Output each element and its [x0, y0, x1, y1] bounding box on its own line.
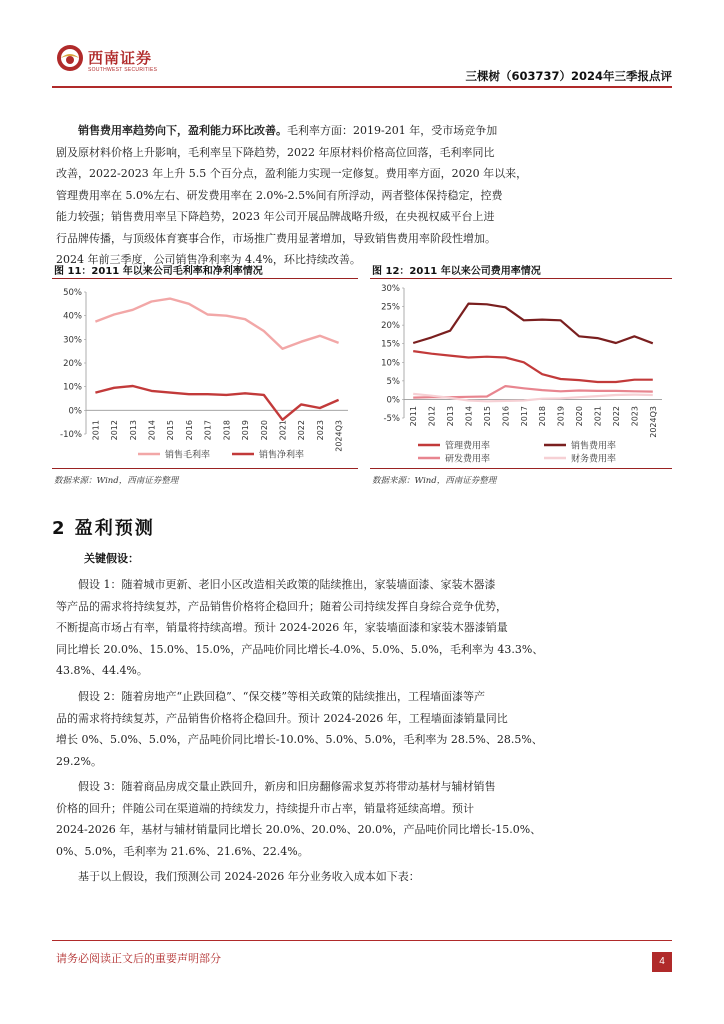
assumption2-line4: 29.2%。 — [56, 754, 102, 768]
assumption2-paragraph — [56, 686, 670, 772]
assumption1-line5: 43.8%、44.4%。 — [56, 664, 148, 677]
footer-disclaimer: 请务必阅读正文后的重要声明部分 — [56, 952, 221, 965]
fig12-xtick-label: 2011 — [409, 406, 419, 427]
company-logo — [56, 44, 166, 78]
header-divider — [52, 86, 672, 88]
fig11-xtick-label: 2017 — [203, 420, 213, 441]
fig12-legend-label: 销售费用率 — [571, 441, 617, 452]
fig12-xtick-label: 2012 — [427, 406, 437, 427]
assumption1-paragraph — [56, 574, 670, 682]
fig12-xtick-label: 2015 — [482, 406, 492, 427]
intro-line2: 剧及原材料价格上升影响，毛利率呈下降趋势，2022 年原材料价格高位回落，毛利率同比 — [56, 145, 495, 159]
fig12-series-line-1 — [413, 351, 653, 382]
figure12-top-rule — [370, 278, 672, 279]
fig11-legend-label: 销售毛利率 — [165, 450, 211, 461]
logo-cn-text: 西南证券 — [88, 49, 153, 67]
figure11-bottom-rule — [52, 468, 358, 469]
intro-line5: 能力较强；销售费用率呈下降趋势，2023 年公司开展品牌战略升级，在央视权威平台上进 — [56, 210, 495, 223]
figure11-source: 数据来源：Wind，西南证券整理 — [54, 476, 179, 486]
fig12-xtick-label: 2018 — [538, 406, 548, 427]
figure12-bottom-rule — [370, 468, 672, 469]
fig11-xtick-label: 2018 — [222, 420, 232, 441]
fig12-ytick-label: 25% — [381, 302, 400, 313]
fig11-series-line-1 — [95, 299, 338, 349]
intro-bold-lead: 销售费用率趋势向下，盈利能力环比改善。 — [78, 124, 287, 137]
fig12-legend-label: 研发费用率 — [445, 454, 491, 464]
figure11-top-rule — [52, 278, 358, 279]
page-number: 4 — [652, 952, 672, 972]
assumption1-line4: 同比增长 20.0%、15.0%、15.0%，产品吨价同比增长-4.0%、5.0%、5.0%，毛利率为 43.3%、 — [56, 642, 544, 656]
fig11-xtick-label: 2024Q3 — [334, 420, 344, 452]
assumption1-line1: 假设 1：随着城市更新、老旧小区改造相关政策的陆续推出，家装墙面漆、家装木器漆 — [78, 578, 496, 591]
page-header — [0, 0, 724, 96]
assumption1-line3: 不断提高市场占有率，销量将持续高增。预计 2024-2026 年，家装墙面漆和家装木器漆销量 — [56, 621, 508, 634]
figure12-source: 数据来源：Wind，西南证券整理 — [372, 476, 497, 486]
fig12-legend-label: 管理费用率 — [445, 441, 491, 452]
fig11-series-line-2 — [95, 386, 338, 420]
closing-paragraph: 基于以上假设，我们预测公司 2024-2026 年分业务收入成本如下表： — [78, 870, 420, 883]
fig11-ytick-label: 40% — [63, 311, 82, 322]
logo-emblem-icon — [56, 44, 84, 72]
fig11-xtick-label: 2021 — [278, 420, 288, 441]
fig11-legend-label: 销售净利率 — [259, 450, 305, 461]
fig11-ytick-label: 10% — [63, 382, 82, 393]
fig11-ytick-label: 0% — [68, 406, 82, 417]
logo-en-text: SOUTHWEST SECURITIES — [88, 67, 158, 73]
fig12-xtick-label: 2016 — [501, 406, 511, 427]
fig12-ytick-label: 15% — [381, 339, 400, 350]
report-title: 三棵树（603737）2024年三季报点评 — [465, 69, 672, 83]
fig11-xtick-label: 2011 — [91, 420, 101, 441]
fig11-xtick-label: 2015 — [166, 420, 176, 441]
fig12-ytick-label: 0% — [386, 395, 400, 406]
figure11-chart — [52, 282, 358, 464]
fig12-ytick-label: 10% — [381, 358, 400, 369]
fig12-ytick-label: -5% — [383, 414, 400, 424]
fig12-xtick-label: 2021 — [593, 406, 603, 427]
intro-line7: 2024 年前三季度，公司销售净利率为 4.4%，环比持续改善。 — [56, 253, 361, 266]
intro-line4: 管理费用率在 5.0%左右、研发费用率在 2.0%-2.5%间有所浮动，两者整体保持稳定，控费 — [56, 188, 503, 202]
figure12-title: 图 12：2011 年以来公司费用率情况 — [372, 266, 541, 277]
fig11-xtick-label: 2020 — [259, 420, 269, 441]
assumption3-line4: 0%、5.0%，毛利率为 21.6%、21.6%、22.4%。 — [56, 844, 309, 858]
fig11-ytick-label: 30% — [63, 335, 82, 346]
fig12-ytick-label: 5% — [386, 376, 400, 387]
assumption3-line2: 价格的回升；伴随公司在渠道端的持续发力，持续提升市占率，销量将延续高增。预计 — [56, 801, 474, 815]
fig11-xtick-label: 2012 — [110, 420, 120, 441]
fig12-ytick-label: 30% — [381, 284, 400, 294]
fig12-xtick-label: 2023 — [630, 406, 640, 427]
fig12-xtick-label: 2017 — [519, 406, 529, 427]
section-title: 2 盈利预测 — [52, 518, 155, 539]
fig12-xtick-label: 2014 — [464, 406, 474, 427]
assumption2-line1: 假设 2：随着房地产“止跌回稳”、“保交楼”等相关政策的陆续推出，工程墙面漆等产 — [78, 690, 485, 703]
intro-line3: 改善，2022-2023 年上升 5.5 个百分点，盈利能力实现一定修复。费用率方面，2020 年以来， — [56, 167, 528, 180]
fig12-legend-label: 财务费用率 — [571, 454, 617, 464]
fig11-xtick-label: 2013 — [128, 420, 138, 441]
fig11-xtick-label: 2016 — [184, 420, 194, 441]
assumption3-paragraph — [56, 776, 670, 862]
fig12-series-line-4 — [413, 394, 653, 401]
figure12-chart — [370, 282, 672, 464]
fig11-xtick-label: 2023 — [315, 420, 325, 441]
fig12-xtick-label: 2022 — [611, 406, 621, 427]
intro-line1: 毛利率方面：2019-201 年，受市场竞争加 — [287, 124, 498, 137]
fig12-series-line-2 — [413, 304, 653, 344]
fig11-ytick-label: -10% — [60, 430, 82, 440]
fig11-xtick-label: 2019 — [241, 420, 251, 441]
fig11-xtick-label: 2014 — [147, 420, 157, 441]
fig11-ytick-label: 20% — [63, 359, 82, 369]
assumption3-line1: 假设 3：随着商品房成交量止跌回升，新房和旧房翻修需求复苏将带动基材与辅材销售 — [78, 780, 496, 793]
fig12-xtick-label: 2013 — [446, 406, 456, 427]
fig12-xtick-label: 2019 — [556, 406, 566, 427]
footer-divider — [52, 940, 672, 941]
intro-line6: 行品牌传播，与顶级体育赛事合作，市场推广费用显著增加，导致销售费用率阶段性增加。 — [56, 231, 496, 245]
fig11-ytick-label: 50% — [63, 288, 82, 298]
assumption3-line3: 2024-2026 年，基材与辅材销量同比增长 20.0%、20.0%、20.0%，产品吨价同比增长-15.0%、 — [56, 823, 542, 836]
figure11-title: 图 11：2011 年以来公司毛利率和净利率情况 — [54, 266, 263, 277]
key-assumptions-title: 关键假设： — [84, 552, 139, 565]
fig12-xtick-label: 2024Q3 — [648, 406, 658, 438]
fig11-xtick-label: 2022 — [297, 420, 307, 441]
intro-paragraph — [56, 120, 670, 271]
assumption2-line3: 增长 0%、5.0%、5.0%，产品吨价同比增长-10.0%、5.0%、5.0%，毛利率为 28.5%、28.5%、 — [56, 733, 543, 746]
assumption2-line2: 品的需求将持续复苏，产品销售价格将企稳回升。预计 2024-2026 年，工程墙面漆销量同比 — [56, 711, 508, 725]
fig12-xtick-label: 2020 — [575, 406, 585, 427]
fig12-ytick-label: 20% — [381, 321, 400, 332]
assumption1-line2: 等产品的需求将持续复苏，产品销售价格将企稳回升；随着公司持续发挥自身综合竞争优势， — [56, 599, 507, 613]
